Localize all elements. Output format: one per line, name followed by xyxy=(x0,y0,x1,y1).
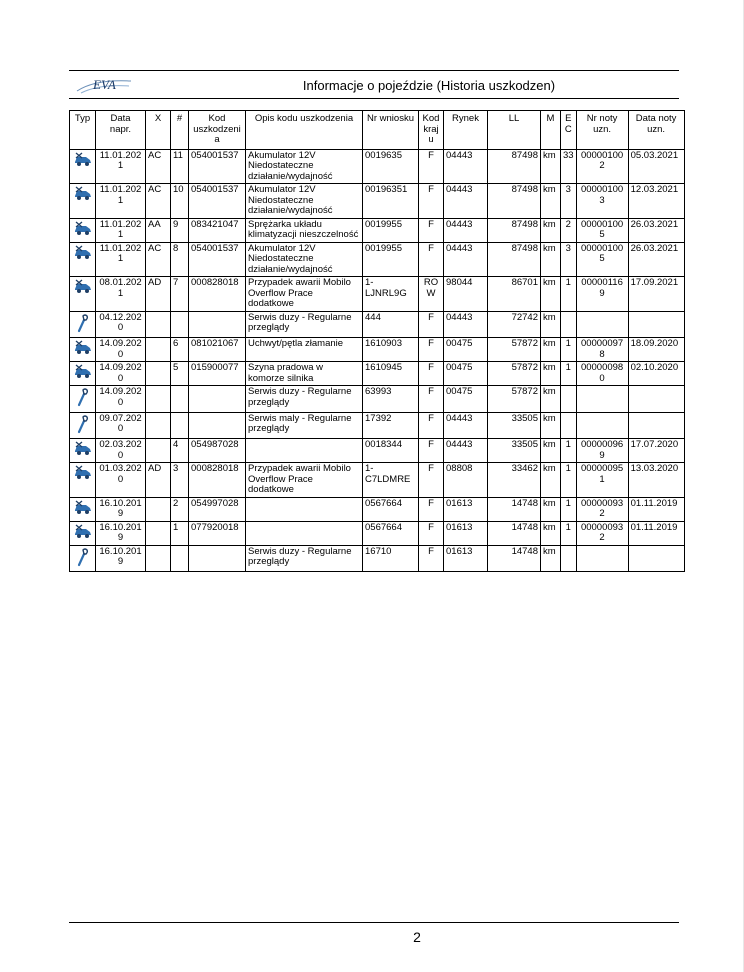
cell-date: 14.09.202 0 xyxy=(96,338,146,362)
type-cell xyxy=(70,412,96,439)
cell-m: km xyxy=(541,338,561,362)
cell-m: km xyxy=(541,412,561,439)
cell-note: 00000116 9 xyxy=(576,277,628,312)
cell-m: km xyxy=(541,362,561,386)
cell-market: 08808 xyxy=(444,463,488,498)
cell-x xyxy=(146,386,171,413)
cell-num xyxy=(171,311,189,338)
cell-ec: 2 xyxy=(561,218,577,242)
cell-country: F xyxy=(419,545,444,572)
cell-date: 16.10.201 9 xyxy=(96,497,146,521)
column-header: Data napr. xyxy=(96,111,146,150)
type-cell xyxy=(70,439,96,463)
cell-app: 16710 xyxy=(363,545,419,572)
cell-ll: 33505 xyxy=(488,439,541,463)
cell-ll: 14748 xyxy=(488,497,541,521)
type-cell xyxy=(70,277,96,312)
cell-note-date: 26.03.2021 xyxy=(628,218,684,242)
column-header: Nr noty uzn. xyxy=(576,111,628,150)
table-row xyxy=(70,463,685,498)
cell-code: 000828018 xyxy=(189,463,246,498)
column-header: Kod kraj u xyxy=(419,111,444,150)
cell-num: 4 xyxy=(171,439,189,463)
cell-date: 11.01.202 1 xyxy=(96,184,146,219)
column-header: E C xyxy=(561,111,577,150)
car-repair-icon xyxy=(73,220,93,236)
car-repair-icon xyxy=(73,499,93,515)
cell-ll: 57872 xyxy=(488,338,541,362)
cell-ec xyxy=(561,412,577,439)
cell-date: 14.09.202 0 xyxy=(96,386,146,413)
cell-app: 0567664 xyxy=(363,521,419,545)
cell-ll: 87498 xyxy=(488,218,541,242)
cell-x: AA xyxy=(146,218,171,242)
cell-m: km xyxy=(541,497,561,521)
cell-m: km xyxy=(541,439,561,463)
cell-note-date: 05.03.2021 xyxy=(628,149,684,184)
cell-code: 083421047 xyxy=(189,218,246,242)
cell-market: 00475 xyxy=(444,386,488,413)
cell-country: F xyxy=(419,311,444,338)
cell-desc: Akumulator 12V Niedostateczne działanie/wydajność xyxy=(246,184,363,219)
cell-ll: 87498 xyxy=(488,242,541,277)
cell-note: 00000100 3 xyxy=(576,184,628,219)
cell-date: 11.01.202 1 xyxy=(96,218,146,242)
cell-note: 00000100 5 xyxy=(576,218,628,242)
cell-desc: Szyna pradowa w komorze silnika xyxy=(246,362,363,386)
type-cell xyxy=(70,362,96,386)
cell-ec: 1 xyxy=(561,521,577,545)
table-row xyxy=(70,311,685,338)
logo-text: EVA xyxy=(93,77,116,92)
car-repair-icon xyxy=(73,339,93,355)
document-header xyxy=(69,70,679,98)
cell-ec: 33 xyxy=(561,149,577,184)
cell-desc: Serwis duzy - Regularne przeglądy xyxy=(246,545,363,572)
damage-history-table xyxy=(69,110,685,572)
column-header: # xyxy=(171,111,189,150)
column-header: LL xyxy=(488,111,541,150)
cell-ll: 14748 xyxy=(488,545,541,572)
cell-m: km xyxy=(541,311,561,338)
cell-note-date: 17.09.2021 xyxy=(628,277,684,312)
cell-desc xyxy=(246,521,363,545)
cell-note: 00000100 2 xyxy=(576,149,628,184)
cell-market: 04443 xyxy=(444,439,488,463)
cell-country: F xyxy=(419,412,444,439)
cell-num: 6 xyxy=(171,338,189,362)
cell-ll: 87498 xyxy=(488,184,541,219)
cell-app: 0019955 xyxy=(363,218,419,242)
cell-desc: Serwis maly - Regularne przeglądy xyxy=(246,412,363,439)
cell-num: 5 xyxy=(171,362,189,386)
cell-ll: 33462 xyxy=(488,463,541,498)
car-repair-icon xyxy=(73,244,93,260)
type-cell xyxy=(70,311,96,338)
cell-market: 04443 xyxy=(444,311,488,338)
cell-date: 02.03.202 0 xyxy=(96,439,146,463)
cell-x xyxy=(146,311,171,338)
car-repair-icon xyxy=(73,440,93,456)
cell-country: F xyxy=(419,463,444,498)
cell-ec: 3 xyxy=(561,184,577,219)
cell-app: 63993 xyxy=(363,386,419,413)
cell-date: 14.09.202 0 xyxy=(96,362,146,386)
table-row xyxy=(70,338,685,362)
cell-app: 0018344 xyxy=(363,439,419,463)
page-title xyxy=(69,78,679,93)
cell-m: km xyxy=(541,149,561,184)
cell-note-date xyxy=(628,412,684,439)
car-repair-icon xyxy=(73,185,93,201)
column-header: Opis kodu uszkodzenia xyxy=(246,111,363,150)
cell-x: AC xyxy=(146,242,171,277)
cell-country: F xyxy=(419,439,444,463)
cell-note xyxy=(576,545,628,572)
cell-app: 00196351 xyxy=(363,184,419,219)
cell-app: 444 xyxy=(363,311,419,338)
cell-ll: 14748 xyxy=(488,521,541,545)
table-row xyxy=(70,149,685,184)
column-header: Typ xyxy=(70,111,96,150)
cell-code: 054001537 xyxy=(189,242,246,277)
cell-desc: Akumulator 12V Niedostateczne działanie/wydajność xyxy=(246,242,363,277)
cell-code xyxy=(189,412,246,439)
wrench-icon xyxy=(76,387,90,407)
column-header: M xyxy=(541,111,561,150)
cell-num: 9 xyxy=(171,218,189,242)
car-repair-icon xyxy=(73,151,93,167)
cell-app: 1- LJNRL9G xyxy=(363,277,419,312)
column-header: Nr wniosku xyxy=(363,111,419,150)
cell-country: F xyxy=(419,362,444,386)
cell-desc: Uchwyt/pętla złamanie xyxy=(246,338,363,362)
cell-date: 11.01.202 1 xyxy=(96,242,146,277)
cell-note-date: 02.10.2020 xyxy=(628,362,684,386)
cell-market: 01613 xyxy=(444,545,488,572)
cell-num: 3 xyxy=(171,463,189,498)
cell-note: 00000093 2 xyxy=(576,497,628,521)
cell-ll: 33505 xyxy=(488,412,541,439)
table-row xyxy=(70,386,685,413)
cell-x xyxy=(146,439,171,463)
cell-note-date: 12.03.2021 xyxy=(628,184,684,219)
table-row xyxy=(70,497,685,521)
type-cell xyxy=(70,463,96,498)
cell-ec: 1 xyxy=(561,338,577,362)
cell-ll: 87498 xyxy=(488,149,541,184)
table-row xyxy=(70,521,685,545)
car-repair-icon xyxy=(73,523,93,539)
type-cell xyxy=(70,242,96,277)
column-header: Kod uszkodzeni a xyxy=(189,111,246,150)
cell-code: 054997028 xyxy=(189,497,246,521)
cell-m: km xyxy=(541,545,561,572)
table-body xyxy=(70,149,685,572)
wrench-icon xyxy=(76,547,90,567)
table-row xyxy=(70,362,685,386)
type-cell xyxy=(70,545,96,572)
cell-num: 8 xyxy=(171,242,189,277)
table-row xyxy=(70,412,685,439)
table-row xyxy=(70,218,685,242)
cell-date: 01.03.202 0 xyxy=(96,463,146,498)
cell-note: 00000100 5 xyxy=(576,242,628,277)
cell-code xyxy=(189,545,246,572)
wrench-icon xyxy=(76,313,90,333)
cell-ec xyxy=(561,311,577,338)
cell-note-date: 18.09.2020 xyxy=(628,338,684,362)
cell-ec: 1 xyxy=(561,497,577,521)
header-top-rule xyxy=(69,70,679,71)
cell-code: 054001537 xyxy=(189,184,246,219)
type-cell xyxy=(70,338,96,362)
cell-num: 1 xyxy=(171,521,189,545)
type-cell xyxy=(70,184,96,219)
cell-code: 054001537 xyxy=(189,149,246,184)
car-repair-icon xyxy=(73,278,93,294)
cell-app: 0019635 xyxy=(363,149,419,184)
cell-market: 04443 xyxy=(444,242,488,277)
type-cell xyxy=(70,149,96,184)
header-bottom-rule xyxy=(69,98,679,99)
cell-code: 000828018 xyxy=(189,277,246,312)
cell-m: km xyxy=(541,463,561,498)
table-row xyxy=(70,545,685,572)
cell-app: 1- C7LDMRE xyxy=(363,463,419,498)
cell-note: 00000098 0 xyxy=(576,362,628,386)
cell-x xyxy=(146,412,171,439)
cell-market: 98044 xyxy=(444,277,488,312)
cell-market: 04443 xyxy=(444,149,488,184)
cell-date: 16.10.201 9 xyxy=(96,545,146,572)
cell-country: F xyxy=(419,242,444,277)
cell-ec: 1 xyxy=(561,277,577,312)
cell-desc xyxy=(246,497,363,521)
cell-desc: Przypadek awarii Mobilo Overflow Prace dodatkowe xyxy=(246,277,363,312)
cell-x xyxy=(146,362,171,386)
type-cell xyxy=(70,218,96,242)
cell-note-date: 26.03.2021 xyxy=(628,242,684,277)
cell-market: 04443 xyxy=(444,218,488,242)
cell-m: km xyxy=(541,184,561,219)
cell-code xyxy=(189,311,246,338)
cell-note-date: 17.07.2020 xyxy=(628,439,684,463)
cell-m: km xyxy=(541,277,561,312)
cell-note-date: 01.11.2019 xyxy=(628,497,684,521)
footer-rule xyxy=(69,922,679,923)
table-row xyxy=(70,277,685,312)
cell-country: F xyxy=(419,184,444,219)
cell-ll: 72742 xyxy=(488,311,541,338)
cell-ec xyxy=(561,545,577,572)
cell-num: 2 xyxy=(171,497,189,521)
cell-ec: 3 xyxy=(561,242,577,277)
cell-m: km xyxy=(541,386,561,413)
cell-x xyxy=(146,521,171,545)
cell-x: AC xyxy=(146,184,171,219)
cell-ec: 1 xyxy=(561,362,577,386)
cell-desc: Akumulator 12V Niedostateczne działanie/wydajność xyxy=(246,149,363,184)
cell-num: 10 xyxy=(171,184,189,219)
type-cell xyxy=(70,497,96,521)
cell-date: 04.12.202 0 xyxy=(96,311,146,338)
cell-app: 0567664 xyxy=(363,497,419,521)
cell-note-date xyxy=(628,311,684,338)
cell-num xyxy=(171,545,189,572)
wrench-icon xyxy=(76,414,90,434)
cell-app: 1610945 xyxy=(363,362,419,386)
cell-market: 04443 xyxy=(444,412,488,439)
cell-note-date: 01.11.2019 xyxy=(628,521,684,545)
cell-date: 11.01.202 1 xyxy=(96,149,146,184)
car-repair-icon xyxy=(73,363,93,379)
cell-x: AD xyxy=(146,277,171,312)
page-title-text: Informacje o pojeździe (Historia uszkodzen) xyxy=(302,78,556,93)
cell-note: 00000097 8 xyxy=(576,338,628,362)
cell-country: F xyxy=(419,218,444,242)
cell-note xyxy=(576,386,628,413)
column-header: Data noty uzn. xyxy=(628,111,684,150)
cell-x: AD xyxy=(146,463,171,498)
cell-country: RO W xyxy=(419,277,444,312)
cell-ll: 57872 xyxy=(488,362,541,386)
cell-num xyxy=(171,386,189,413)
table-row xyxy=(70,439,685,463)
cell-x: AC xyxy=(146,149,171,184)
cell-date: 09.07.202 0 xyxy=(96,412,146,439)
cell-desc: Sprężarka układu klimatyzacji nieszczelność xyxy=(246,218,363,242)
cell-x xyxy=(146,338,171,362)
type-cell xyxy=(70,386,96,413)
cell-ec: 1 xyxy=(561,439,577,463)
column-header: Rynek xyxy=(444,111,488,150)
cell-desc: Serwis duzy - Regularne przeglądy xyxy=(246,311,363,338)
cell-market: 01613 xyxy=(444,497,488,521)
cell-x xyxy=(146,497,171,521)
cell-code xyxy=(189,386,246,413)
cell-num: 7 xyxy=(171,277,189,312)
column-header: X xyxy=(146,111,171,150)
cell-m: km xyxy=(541,242,561,277)
cell-country: F xyxy=(419,149,444,184)
cell-ll: 86701 xyxy=(488,277,541,312)
cell-app: 0019955 xyxy=(363,242,419,277)
cell-code: 054987028 xyxy=(189,439,246,463)
table-row xyxy=(70,242,685,277)
cell-market: 00475 xyxy=(444,338,488,362)
cell-code: 015900077 xyxy=(189,362,246,386)
cell-m: km xyxy=(541,218,561,242)
type-cell xyxy=(70,521,96,545)
page-number: 2 xyxy=(413,929,421,945)
cell-note-date: 13.03.2020 xyxy=(628,463,684,498)
cell-country: F xyxy=(419,521,444,545)
cell-note: 00000095 1 xyxy=(576,463,628,498)
cell-date: 08.01.202 1 xyxy=(96,277,146,312)
cell-market: 04443 xyxy=(444,184,488,219)
cell-num: 11 xyxy=(171,149,189,184)
cell-desc xyxy=(246,439,363,463)
cell-app: 17392 xyxy=(363,412,419,439)
cell-note-date xyxy=(628,545,684,572)
cell-x xyxy=(146,545,171,572)
cell-code: 081021067 xyxy=(189,338,246,362)
cell-ll: 57872 xyxy=(488,386,541,413)
cell-note-date xyxy=(628,386,684,413)
cell-country: F xyxy=(419,497,444,521)
cell-country: F xyxy=(419,338,444,362)
cell-desc: Przypadek awarii Mobilo Overflow Prace dodatkowe xyxy=(246,463,363,498)
cell-code: 077920018 xyxy=(189,521,246,545)
cell-m: km xyxy=(541,521,561,545)
cell-market: 01613 xyxy=(444,521,488,545)
cell-app: 1610903 xyxy=(363,338,419,362)
table-row xyxy=(70,184,685,219)
cell-ec xyxy=(561,386,577,413)
cell-country: F xyxy=(419,386,444,413)
cell-num xyxy=(171,412,189,439)
cell-note: 00000093 2 xyxy=(576,521,628,545)
car-repair-icon xyxy=(73,464,93,480)
cell-note xyxy=(576,412,628,439)
cell-desc: Serwis duzy - Regularne przeglądy xyxy=(246,386,363,413)
cell-note: 00000096 9 xyxy=(576,439,628,463)
cell-date: 16.10.201 9 xyxy=(96,521,146,545)
cell-note xyxy=(576,311,628,338)
table-header-row xyxy=(70,111,685,150)
cell-market: 00475 xyxy=(444,362,488,386)
cell-ec: 1 xyxy=(561,463,577,498)
